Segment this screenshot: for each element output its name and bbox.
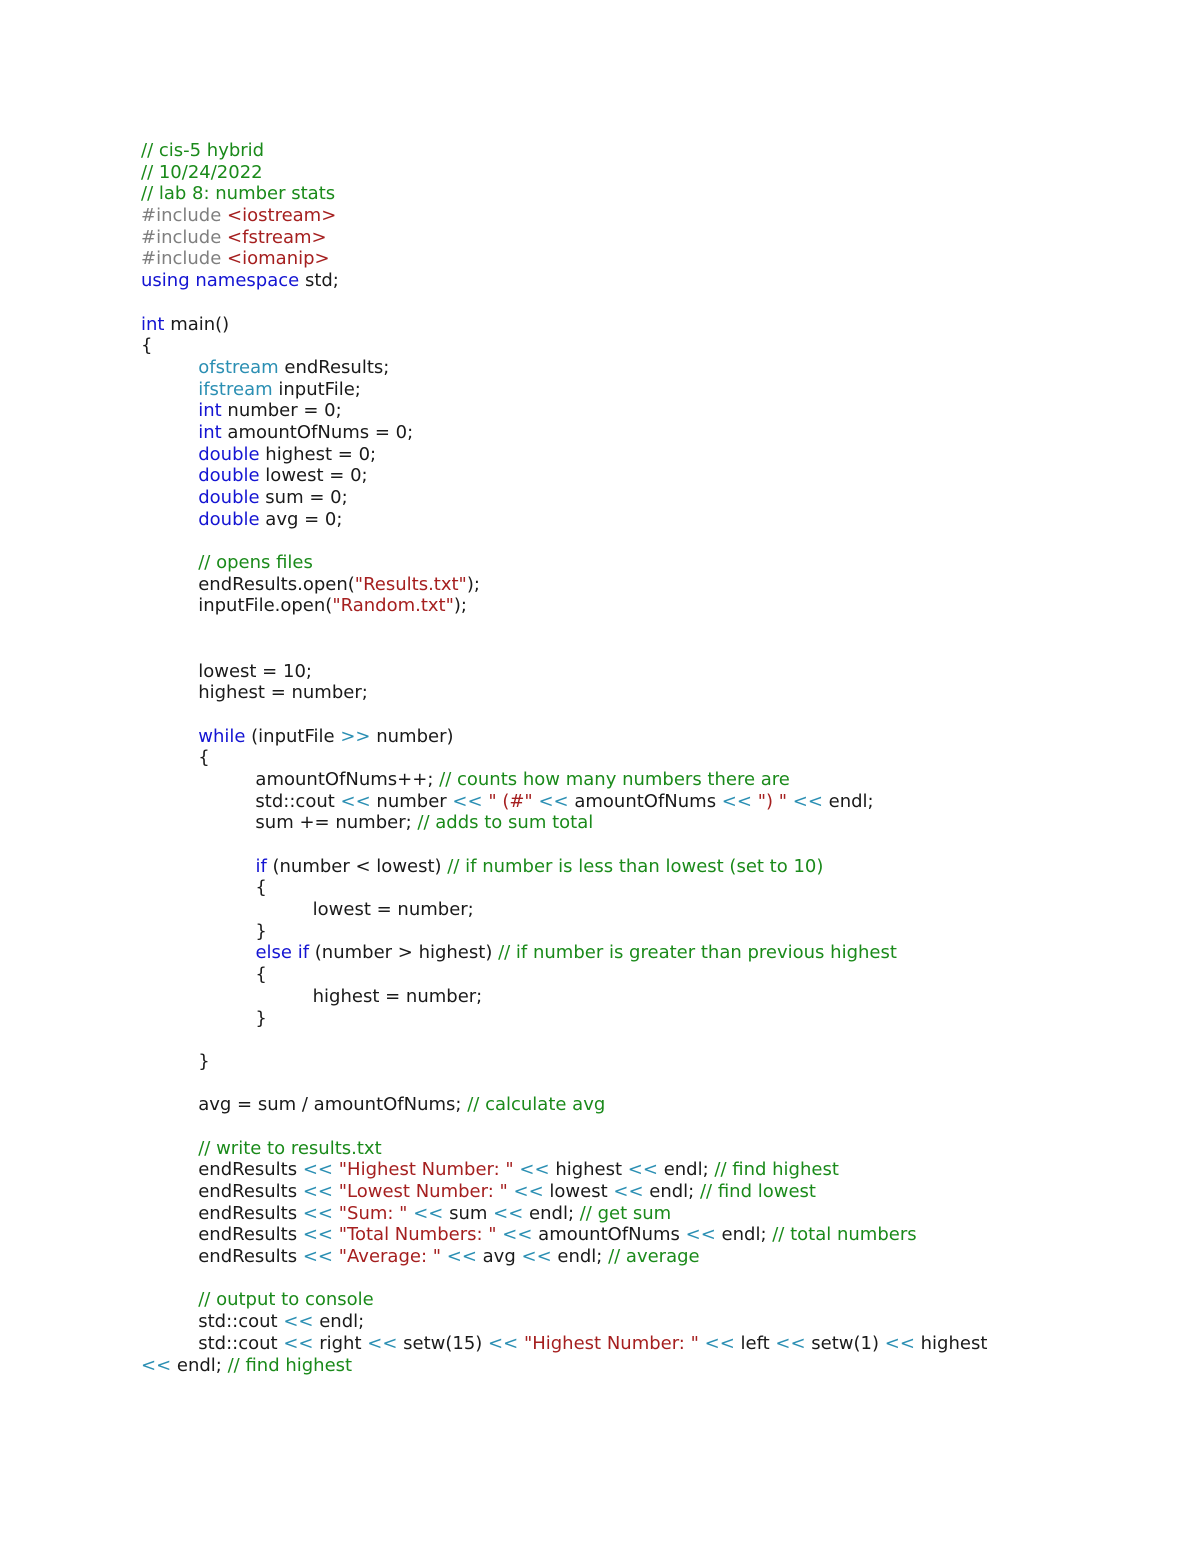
code-token: // output to console	[198, 1289, 374, 1311]
code-token: std::cout	[141, 1332, 284, 1354]
code-line	[141, 1159, 1141, 1181]
code-token: <<	[538, 790, 569, 812]
code-token: // find highest	[227, 1354, 353, 1376]
code-token	[141, 942, 255, 963]
code-token: <<	[775, 1332, 806, 1354]
code-token: <<	[302, 1159, 334, 1181]
code-token: <<	[613, 1181, 644, 1202]
code-token: lowest	[543, 1181, 614, 1202]
code-token: number = 0;	[221, 400, 342, 422]
code-token	[141, 726, 198, 747]
code-token: double	[198, 508, 260, 530]
code-token: amountOfNums	[532, 1224, 686, 1246]
code-token: // cis-5 hybrid	[141, 140, 265, 161]
code-token: }	[141, 1050, 210, 1072]
code-line	[141, 595, 1141, 617]
code-line	[141, 1008, 1141, 1030]
code-token: namespace	[195, 270, 300, 292]
code-line	[141, 552, 1141, 574]
code-token: // average	[608, 1246, 700, 1268]
code-token: <<	[502, 1224, 533, 1246]
code-token: setw(1)	[805, 1332, 885, 1354]
code-line	[141, 574, 1141, 596]
code-token: }	[141, 1007, 267, 1029]
code-token: {	[141, 747, 210, 769]
code-token: <<	[302, 1246, 334, 1268]
code-token: highest = number;	[141, 985, 483, 1007]
code-line	[141, 270, 1141, 292]
code-token	[141, 487, 198, 508]
code-line	[141, 661, 1141, 683]
code-line	[141, 314, 1141, 336]
code-token: else	[255, 942, 292, 964]
code-line	[141, 292, 1141, 314]
code-line	[141, 834, 1141, 856]
code-token: <<	[340, 790, 371, 812]
code-token: endl;	[715, 1224, 773, 1246]
code-token: // find highest	[714, 1159, 839, 1181]
code-token: double	[198, 487, 260, 508]
code-token: double	[198, 443, 260, 465]
code-line	[141, 530, 1141, 552]
code-token: "Highest Number: "	[523, 1332, 699, 1354]
code-line	[141, 357, 1141, 379]
code-token: <<	[452, 790, 483, 812]
code-token: "Lowest Number: "	[338, 1181, 508, 1202]
code-line	[141, 465, 1141, 487]
code-token: );	[466, 573, 480, 595]
code-token: highest	[914, 1332, 988, 1354]
code-token: lowest = 10;	[141, 660, 312, 682]
code-token: #include	[141, 226, 228, 248]
code-token: // if number is greater than previous highest	[498, 942, 897, 964]
code-token: {	[141, 964, 267, 986]
code-line	[141, 1289, 1141, 1311]
code-token: right	[313, 1332, 368, 1354]
code-token: int	[198, 400, 222, 422]
code-token: <<	[519, 1159, 550, 1181]
code-token: lowest = number;	[141, 899, 474, 921]
code-line	[141, 682, 1141, 704]
code-token: "Average: "	[338, 1246, 442, 1268]
code-line	[141, 1051, 1141, 1073]
code-token: endl;	[822, 790, 874, 812]
code-token	[141, 400, 198, 421]
code-token: sum += number;	[141, 812, 418, 834]
code-token: std::cout	[141, 1311, 284, 1333]
code-line	[141, 227, 1141, 249]
code-token: // counts how many numbers there are	[439, 768, 790, 790]
code-token: "Sum: "	[338, 1202, 408, 1224]
code-token: (inputFile	[245, 725, 341, 747]
code-token: endResults	[141, 1159, 303, 1181]
code-token: left	[734, 1332, 776, 1354]
code-line	[141, 205, 1141, 227]
code-token: <iostream>	[227, 205, 337, 227]
code-line	[141, 509, 1141, 531]
code-token: // if number is less than lowest (set to 10)	[447, 855, 824, 877]
code-line	[141, 1203, 1141, 1225]
code-token	[141, 379, 198, 400]
code-line	[141, 1224, 1141, 1246]
code-line	[141, 162, 1141, 184]
code-token: <<	[685, 1224, 716, 1246]
code-line	[141, 1333, 1141, 1355]
code-token: "Results.txt"	[354, 573, 467, 595]
code-token: <<	[493, 1202, 524, 1224]
code-token: inputFile.open(	[141, 595, 333, 617]
code-token: // calculate avg	[467, 1094, 606, 1116]
code-line	[141, 1268, 1141, 1290]
code-line	[141, 964, 1141, 986]
code-token: #include	[141, 205, 228, 227]
code-token: endl;	[171, 1354, 228, 1376]
code-line	[141, 1116, 1141, 1138]
code-token: endResults	[141, 1246, 303, 1268]
code-token: <<	[302, 1181, 334, 1202]
code-line	[141, 704, 1141, 726]
code-token: ifstream	[198, 378, 273, 400]
code-token: <<	[627, 1159, 658, 1181]
code-token: <<	[513, 1181, 544, 1202]
code-token: endl;	[657, 1159, 715, 1181]
code-token: inputFile;	[272, 378, 361, 400]
code-line	[141, 1311, 1141, 1333]
code-token: number	[370, 790, 453, 812]
code-token: <<	[521, 1246, 552, 1268]
code-token: <<	[413, 1202, 444, 1224]
code-token: endResults	[141, 1181, 303, 1202]
code-token: amountOfNums	[568, 790, 722, 812]
code-token: // 10/24/2022	[141, 161, 263, 183]
code-line	[141, 1073, 1141, 1095]
code-token: amountOfNums++;	[141, 768, 440, 790]
code-line	[141, 812, 1141, 834]
code-token: endResults;	[278, 356, 390, 378]
code-token: // lab 8: number stats	[141, 183, 336, 205]
code-token: endl;	[313, 1311, 365, 1333]
code-line	[141, 379, 1141, 401]
code-token: highest = number;	[141, 682, 368, 704]
code-token: <<	[721, 790, 752, 812]
code-token: <<	[446, 1246, 477, 1268]
code-token: "Total Numbers: "	[338, 1224, 497, 1246]
code-token: // total numbers	[772, 1224, 917, 1246]
code-listing	[141, 140, 1141, 1376]
code-token: avg	[476, 1246, 522, 1268]
code-token: std;	[299, 270, 339, 292]
code-line	[141, 617, 1141, 639]
code-token: {	[141, 335, 153, 357]
code-token	[141, 552, 198, 573]
code-line	[141, 335, 1141, 357]
code-line	[141, 747, 1141, 769]
code-token: if	[255, 855, 267, 877]
code-token: endl;	[643, 1181, 700, 1202]
code-token: <fstream>	[227, 226, 327, 248]
code-line	[141, 400, 1141, 422]
code-line	[141, 791, 1141, 813]
code-token: endResults.open(	[141, 573, 355, 595]
code-token: (number > highest)	[309, 942, 499, 964]
code-token: // write to results.txt	[198, 1137, 382, 1159]
code-token: (number < lowest)	[266, 855, 448, 877]
code-line	[141, 422, 1141, 444]
code-token: sum = 0;	[259, 487, 348, 508]
code-line	[141, 921, 1141, 943]
code-token: highest	[549, 1159, 628, 1181]
code-token: ofstream	[198, 356, 279, 378]
code-line	[141, 726, 1141, 748]
code-token: sum	[443, 1202, 494, 1224]
code-token: // get sum	[579, 1202, 672, 1224]
code-line	[141, 639, 1141, 661]
code-token: int	[198, 421, 222, 443]
code-token: }	[141, 920, 267, 942]
code-token: if	[297, 942, 310, 964]
code-token: endl;	[551, 1246, 609, 1268]
code-token: double	[198, 465, 260, 487]
code-token: <<	[141, 1354, 172, 1376]
code-line	[141, 1181, 1141, 1203]
code-token: {	[141, 877, 267, 899]
code-token: endResults	[141, 1202, 303, 1224]
code-token: main()	[164, 313, 230, 335]
code-token: number)	[370, 725, 454, 747]
code-line	[141, 856, 1141, 878]
code-token: <<	[488, 1332, 519, 1354]
code-token: <iomanip>	[227, 248, 330, 270]
code-line	[141, 899, 1141, 921]
code-line	[141, 1355, 1141, 1377]
code-token: "Highest Number: "	[338, 1159, 514, 1181]
code-token: lowest = 0;	[259, 465, 368, 487]
code-token: // find lowest	[699, 1181, 816, 1202]
code-line	[141, 942, 1141, 964]
code-token: int	[141, 313, 165, 335]
code-token: " (#"	[488, 790, 533, 812]
code-token: while	[198, 725, 246, 747]
code-token: using	[141, 270, 190, 292]
code-token: "Random.txt"	[332, 595, 454, 617]
code-line	[141, 986, 1141, 1008]
code-token: <<	[302, 1224, 334, 1246]
code-line	[141, 1094, 1141, 1116]
code-line	[141, 1246, 1141, 1268]
code-token: );	[453, 595, 467, 617]
code-line	[141, 1138, 1141, 1160]
code-token	[141, 422, 198, 443]
code-token	[141, 465, 198, 486]
code-token	[141, 856, 255, 877]
code-line	[141, 183, 1141, 205]
code-token	[141, 1289, 198, 1310]
code-token: std::cout	[141, 790, 341, 812]
code-token: <<	[283, 1311, 314, 1333]
code-token: highest = 0;	[259, 443, 377, 465]
code-token: <<	[704, 1332, 735, 1354]
code-token: avg = sum / amountOfNums;	[141, 1094, 468, 1116]
code-line	[141, 444, 1141, 466]
code-token: amountOfNums = 0;	[221, 421, 414, 443]
code-token: setw(15)	[397, 1332, 489, 1354]
code-token: endl;	[523, 1202, 580, 1224]
code-token	[141, 357, 198, 378]
code-line	[141, 248, 1141, 270]
code-line	[141, 877, 1141, 899]
code-token: <<	[884, 1332, 915, 1354]
code-token: <<	[302, 1202, 334, 1224]
code-token	[141, 444, 198, 465]
code-token: endResults	[141, 1224, 303, 1246]
code-token: // opens files	[198, 552, 313, 574]
code-token: >>	[340, 725, 371, 747]
code-token: #include	[141, 248, 228, 270]
code-token: avg = 0;	[259, 508, 343, 530]
code-token	[141, 1138, 198, 1159]
code-line	[141, 1029, 1141, 1051]
code-line	[141, 140, 1141, 162]
code-token	[141, 509, 198, 530]
code-token: ") "	[757, 790, 788, 812]
code-token: <<	[367, 1332, 398, 1354]
code-token: <<	[792, 790, 823, 812]
code-token: <<	[283, 1332, 314, 1354]
code-line	[141, 487, 1141, 509]
code-token: // adds to sum total	[417, 812, 594, 834]
code-line	[141, 769, 1141, 791]
